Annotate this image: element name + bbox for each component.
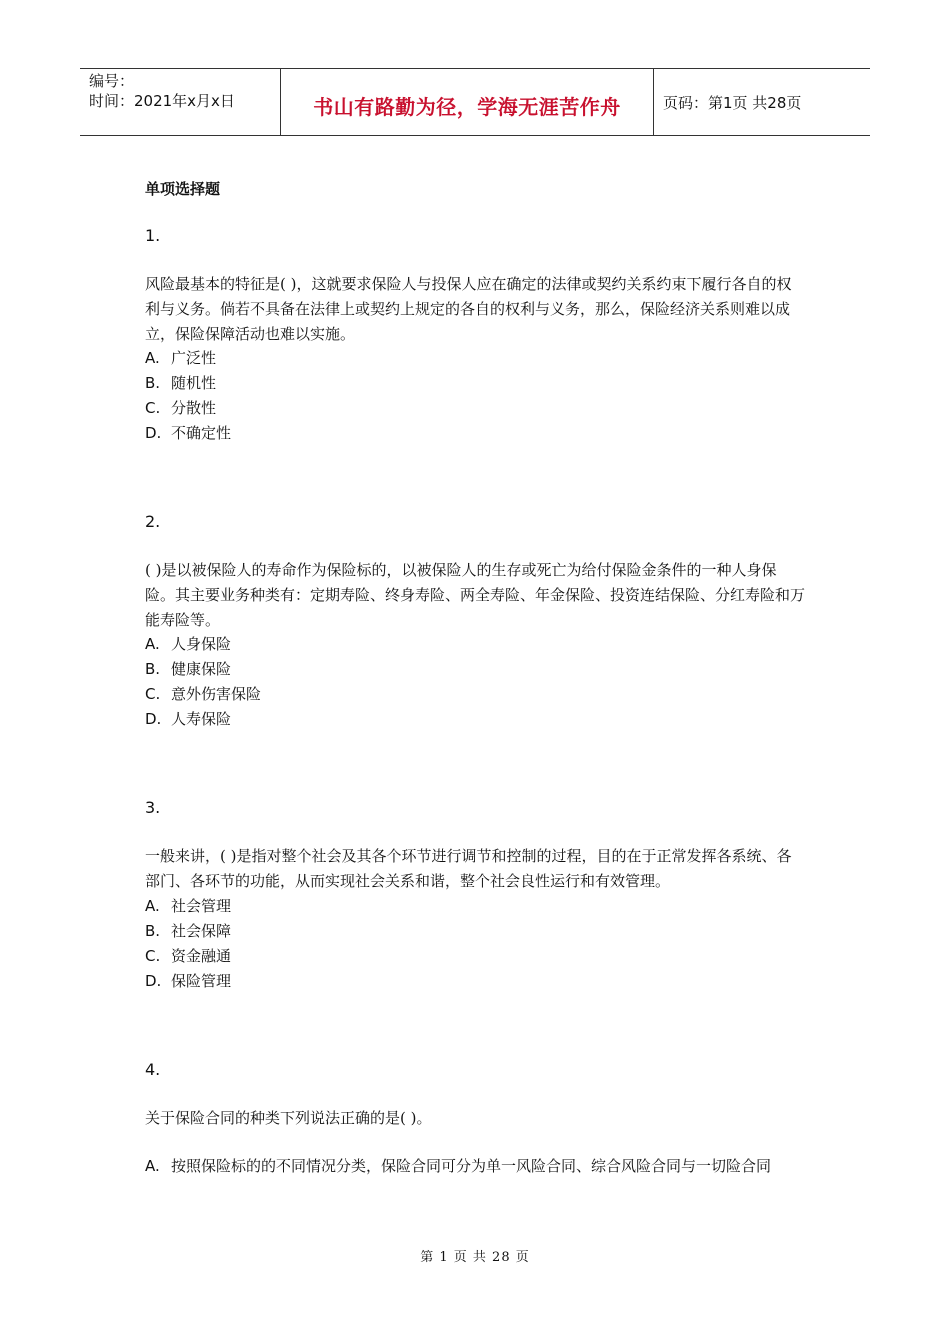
option-list xyxy=(145,894,231,994)
question-stem: 风险最基本的特征是( )，这就要求保险人与投保人应在确定的法律或契约关系约束下履行各自的权利与义务。倘若不具备在法律上或契约上规定的各自的权利与义务，那么，保险经济关系则难以成立，保险保障活动也难以实施。 xyxy=(145,275,792,343)
option-item xyxy=(145,632,261,657)
question-stem: 一般来讲，( )是指对整个社会及其各个环节进行调节和控制的过程，目的在于正常发挥各系统、各部门、各环节的功能，从而实现社会关系和谐，整个社会良性运行和有效管理。 xyxy=(145,847,792,890)
document-time: 时间：2021年x月x日 xyxy=(89,92,235,110)
header-motto: 书山有路勤为径，学海无涯苦作舟 xyxy=(313,94,621,119)
option-item xyxy=(145,396,231,421)
option-text: 资金融通 xyxy=(171,947,232,965)
option-list xyxy=(145,632,261,732)
option-key: A. xyxy=(145,635,160,653)
section-title: 单项选择题 xyxy=(145,180,221,198)
option-text: 健康保险 xyxy=(171,660,232,678)
option-text: 保险管理 xyxy=(171,972,232,990)
document-header xyxy=(80,68,870,136)
page-footer: 第 1 页 共 28 页 xyxy=(420,1250,530,1265)
option-list xyxy=(145,1154,805,1179)
document-code: 编号： xyxy=(89,72,135,90)
option-item xyxy=(145,682,261,707)
header-page-cell xyxy=(654,69,870,135)
option-key: B. xyxy=(145,660,161,678)
option-item xyxy=(145,371,231,396)
option-key: A. xyxy=(145,1157,160,1175)
option-text: 分散性 xyxy=(171,399,217,417)
option-key: D. xyxy=(145,972,162,990)
option-item xyxy=(145,1154,805,1179)
question-number: 2. xyxy=(145,512,161,531)
option-key: D. xyxy=(145,710,162,728)
option-item xyxy=(145,944,231,969)
option-text: 不确定性 xyxy=(171,424,232,442)
option-text: 人寿保险 xyxy=(171,710,232,728)
option-item xyxy=(145,346,231,371)
option-key: A. xyxy=(145,349,160,367)
option-key: B. xyxy=(145,922,161,940)
option-item xyxy=(145,707,261,732)
header-meta-cell xyxy=(80,69,281,135)
option-text: 广泛性 xyxy=(171,349,217,367)
question-stem: ( )是以被保险人的寿命作为保险标的，以被保险人的生存或死亡为给付保险金条件的一种人身保险。其主要业务种类有：定期寿险、终身寿险、两全寿险、年金保险、投资连结保险、分红寿险和万能寿险等。 xyxy=(145,561,806,629)
question-number: 4. xyxy=(145,1060,161,1079)
option-item xyxy=(145,657,261,682)
option-text: 按照保险标的的不同情况分类，保险合同可分为单一风险合同、综合风险合同与一切险合同 xyxy=(171,1157,772,1175)
option-key: C. xyxy=(145,685,161,703)
option-list xyxy=(145,346,231,446)
question-stem: 关于保险合同的种类下列说法正确的是( )。 xyxy=(145,1109,432,1127)
option-text: 随机性 xyxy=(171,374,217,392)
question-number: 3. xyxy=(145,798,161,817)
option-key: C. xyxy=(145,947,161,965)
header-motto-cell xyxy=(281,69,654,135)
option-key: D. xyxy=(145,424,162,442)
question-number: 1. xyxy=(145,226,161,245)
option-key: A. xyxy=(145,897,160,915)
option-key: C. xyxy=(145,399,161,417)
option-item xyxy=(145,969,231,994)
option-item xyxy=(145,421,231,446)
option-item xyxy=(145,894,231,919)
option-text: 社会管理 xyxy=(171,897,232,915)
header-page-number: 页码：第1页 共28页 xyxy=(663,93,802,112)
option-text: 意外伤害保险 xyxy=(171,685,262,703)
option-item xyxy=(145,919,231,944)
option-text: 人身保险 xyxy=(171,635,232,653)
option-key: B. xyxy=(145,374,161,392)
option-text: 社会保障 xyxy=(171,922,232,940)
